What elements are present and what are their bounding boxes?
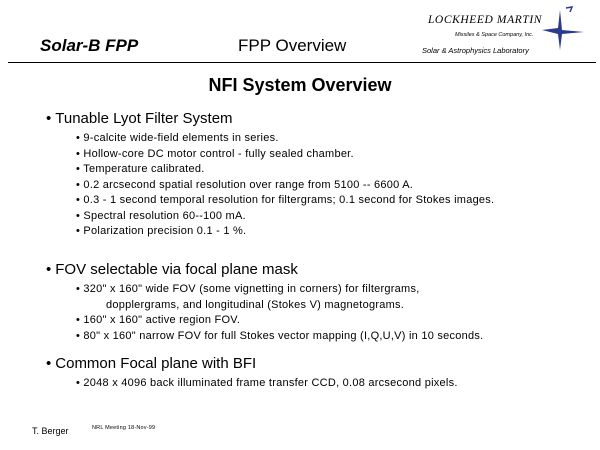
footer-meeting: NRL Meeting 18-Nov-99 xyxy=(92,425,156,431)
section-heading xyxy=(46,355,256,372)
slide-title: NFI System Overview xyxy=(208,75,392,95)
header-divider xyxy=(8,62,596,63)
bullet-icon: • xyxy=(46,355,52,372)
section-heading-text: FOV selectable via focal plane mask xyxy=(55,261,298,278)
lockheed-martin-logo xyxy=(410,6,595,58)
bullet-icon: • xyxy=(46,261,52,278)
section-items xyxy=(76,131,494,240)
logo-company-name: LOCKHEED MARTIN xyxy=(427,14,543,26)
list-item: • 160" x 160" active region FOV. xyxy=(76,314,241,326)
section-items xyxy=(76,282,483,344)
star-icon xyxy=(536,6,592,52)
header-title: FPP Overview xyxy=(238,36,347,55)
section-heading-text: Common Focal plane with BFI xyxy=(55,355,257,372)
list-item: • 9-calcite wide-field elements in series. xyxy=(76,132,279,144)
section-heading xyxy=(46,110,233,127)
list-item-continuation: dopplergrams, and longitudinal (Stokes V) magnetograms. xyxy=(106,298,405,311)
section-heading xyxy=(46,261,298,278)
footer-author: T. Berger xyxy=(32,426,69,436)
list-item: • 2048 x 4096 back illuminated frame transfer CCD, 0.08 arcsecond pixels. xyxy=(76,377,458,389)
logo-lab-name: Solar & Astrophysics Laboratory xyxy=(422,46,529,55)
list-item: • 0.3 - 1 second temporal resolution for filtergrams; 0.1 second for Stokes images. xyxy=(76,194,495,206)
list-item: • 80" x 160" narrow FOV for full Stokes vector mapping (I,Q,U,V) in 10 seconds. xyxy=(76,329,484,342)
list-item: • Polarization precision 0.1 - 1 %. xyxy=(76,225,247,237)
section-heading-text: Tunable Lyot Filter System xyxy=(55,110,233,127)
project-title: Solar-B FPP xyxy=(40,36,139,55)
list-item: • Spectral resolution 60--100 mA. xyxy=(76,209,246,222)
list-item: • Hollow-core DC motor control - fully sealed chamber. xyxy=(76,147,354,160)
logo-subtitle: Missiles & Space Company, Inc. xyxy=(455,32,534,38)
list-item: • Temperature calibrated. xyxy=(76,163,205,175)
bullet-icon: • xyxy=(46,110,52,127)
list-item: • 320" x 160" wide FOV (some vignetting in corners) for filtergrams, xyxy=(76,283,420,295)
section-items xyxy=(76,376,458,392)
list-item: • 0.2 arcsecond spatial resolution over range from 5100 -- 6600 A. xyxy=(76,178,414,191)
